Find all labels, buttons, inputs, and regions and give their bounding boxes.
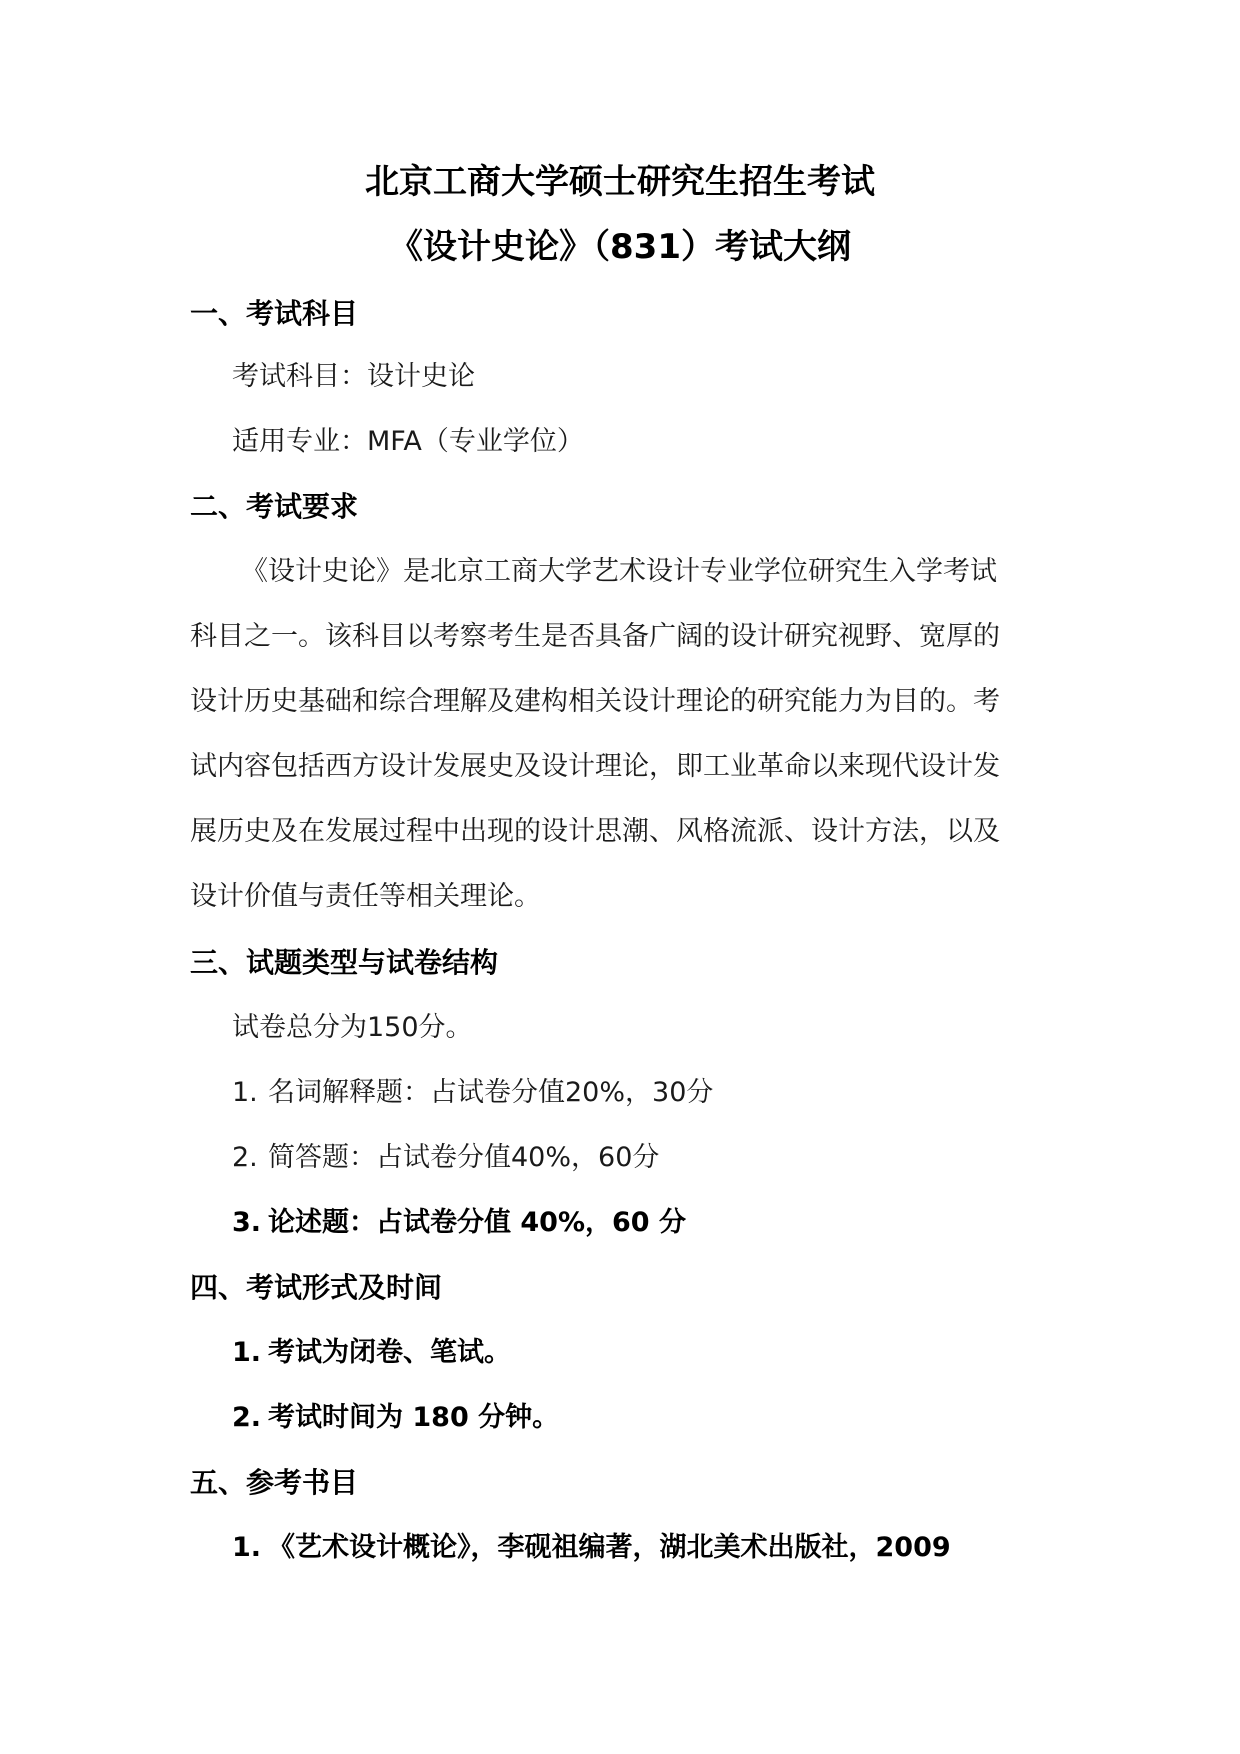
list-text: 考试时间为 180 分钟。: [268, 1402, 560, 1433]
list-number: 2.: [232, 1142, 258, 1173]
section-heading-2: 二、考试要求: [190, 490, 359, 523]
list-item: [232, 1333, 511, 1373]
requirement-line: 设计价值与责任等相关理论。: [190, 881, 541, 912]
list-item: [232, 1528, 951, 1568]
list-number: 1.: [232, 1337, 262, 1368]
requirement-line: 设计历史基础和综合理解及建构相关设计理论的研究能力为目的。考: [190, 686, 1000, 717]
section-heading-5: 五、参考书目: [190, 1466, 359, 1499]
list-text: 名词解释题：占试卷分值20%，30分: [268, 1077, 714, 1108]
list-item: [232, 1138, 659, 1178]
requirement-line: 《设计史论》是北京工商大学艺术设计专业学位研究生入学考试: [241, 556, 997, 587]
document-title: 北京工商大学硕士研究生招生考试: [365, 162, 875, 202]
list-number: 1.: [232, 1532, 262, 1563]
total-score-line: 试卷总分为150分。: [232, 1012, 473, 1043]
list-number: 3.: [232, 1207, 262, 1238]
document-subtitle: 《设计史论》（831）考试大纲: [389, 227, 851, 267]
section-heading-1: 一、考试科目: [190, 297, 359, 330]
requirement-line: 科目之一。该科目以考察考生是否具备广阔的设计研究视野、宽厚的: [190, 621, 1000, 652]
section-heading-3: 三、试题类型与试卷结构: [190, 946, 499, 979]
exam-subject-line: 考试科目：设计史论: [232, 361, 475, 392]
list-text: 论述题：占试卷分值 40%，60 分: [268, 1207, 686, 1238]
requirement-line: 展历史及在发展过程中出现的设计思潮、风格流派、设计方法，以及: [190, 816, 1000, 847]
list-item: [232, 1203, 686, 1243]
list-text: 简答题：占试卷分值40%，60分: [268, 1142, 660, 1173]
applicable-major-line: 适用专业：MFA（专业学位）: [232, 426, 584, 457]
list-number: 1.: [232, 1077, 258, 1108]
list-item: [232, 1073, 713, 1113]
list-text: 考试为闭卷、笔试。: [268, 1337, 511, 1368]
list-item: [232, 1398, 559, 1438]
list-number: 2.: [232, 1402, 262, 1433]
section-heading-4: 四、考试形式及时间: [190, 1271, 443, 1304]
requirement-line: 试内容包括西方设计发展史及设计理论，即工业革命以来现代设计发: [190, 751, 1000, 782]
list-text: 《艺术设计概论》，李砚祖编著，湖北美术出版社，2009: [268, 1532, 951, 1563]
